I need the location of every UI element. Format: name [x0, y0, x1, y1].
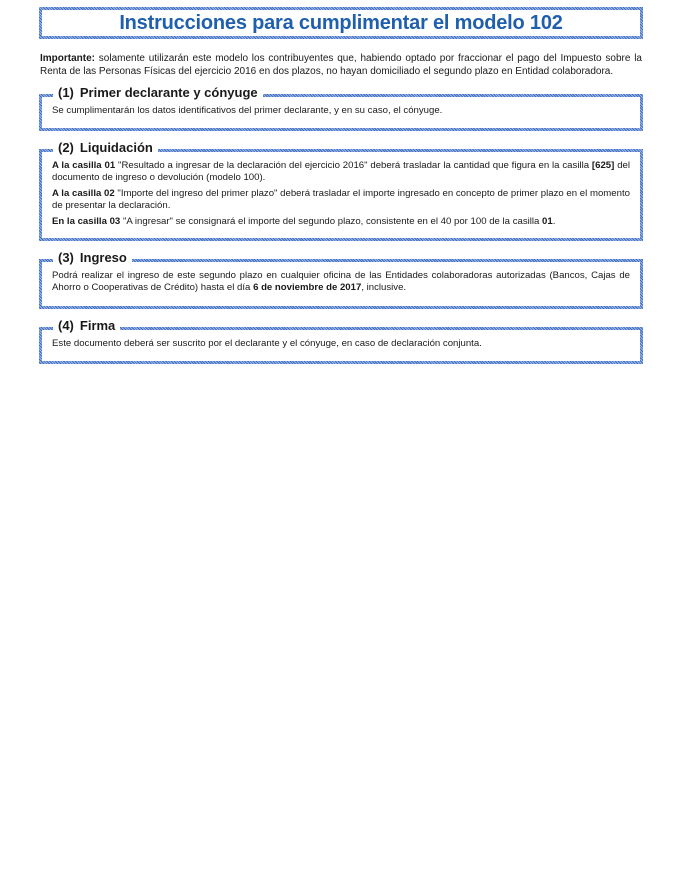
- section-title: Firma: [79, 318, 116, 333]
- section-heading: [53, 140, 158, 156]
- section-paragraph: [52, 188, 630, 212]
- section-body: [42, 262, 640, 306]
- section-title: Ingreso: [79, 250, 127, 265]
- section-title: Primer declarante y cónyuge: [79, 85, 258, 100]
- paragraph-tail: .: [552, 216, 556, 227]
- paragraph-text: "Importe del ingreso del primer plazo" deberá trasladar el importe ingresado en concepto de primer plazo en el momento de presentar la declaración.: [52, 188, 630, 211]
- section-heading: [53, 318, 120, 334]
- section-paragraph: [52, 216, 630, 228]
- paragraph-tail: del documento de ingreso o devolución (modelo 100).: [52, 160, 630, 183]
- section-firma: [39, 318, 643, 364]
- section-number: (1): [58, 85, 74, 100]
- section-number: (4): [58, 318, 74, 333]
- section-ingreso: [39, 250, 643, 309]
- paragraph-text: Este documento deberá ser suscrito por el declarante y el cónyuge, en caso de declaración conjunta.: [52, 338, 482, 349]
- section-title: Liquidación: [79, 140, 153, 155]
- paragraph-bold: [625]: [591, 160, 615, 171]
- paragraph-lead: A la casilla 02: [52, 188, 115, 199]
- paragraph-text: Podrá realizar el ingreso de este segundo plazo en cualquier oficina de las Entidades colaboradoras autorizadas (Bancos, Cajas de Ahorro o Cooperativas de Crédito) hasta el día: [52, 270, 630, 293]
- section-paragraph: [52, 105, 630, 117]
- intro-paragraph: [40, 52, 642, 78]
- section-primer-declarante: [39, 85, 643, 131]
- section-body: [42, 330, 640, 361]
- section-paragraph: [52, 338, 630, 350]
- section-number: (2): [58, 140, 74, 155]
- paragraph-text: "A ingresar" se consignará el importe del segundo plazo, consistente en el 40 por 100 de la casilla: [120, 216, 543, 227]
- section-number: (3): [58, 250, 74, 265]
- section-body: [42, 152, 640, 238]
- paragraph-text: Se cumplimentarán los datos identificativos del primer declarante, y en su caso, el cónyuge.: [52, 105, 443, 116]
- section-paragraph: [52, 270, 630, 294]
- section-heading: [53, 85, 263, 101]
- paragraph-bold: 01: [542, 216, 553, 227]
- intro-label: Importante:: [40, 53, 95, 64]
- paragraph-lead: A la casilla 01: [52, 160, 116, 171]
- paragraph-bold: 6 de noviembre de 2017: [253, 282, 362, 293]
- paragraph-text: "Resultado a ingresar de la declaración del ejercicio 2016" deberá trasladar la cantidad que figura en la casilla: [115, 160, 592, 171]
- title-frame: [39, 7, 643, 39]
- page-title: Instrucciones para cumplimentar el modelo 102: [119, 11, 563, 34]
- section-liquidacion: [39, 140, 643, 241]
- paragraph-lead: En la casilla 03: [52, 216, 121, 227]
- section-body: [42, 97, 640, 128]
- intro-text: solamente utilizarán este modelo los contribuyentes que, habiendo optado por fraccionar el pago del Impuesto sobre la Renta de las Personas Físicas del ejercicio 2016 en dos plazos, no hayan domiciliado el segundo plazo en Entidad colaboradora.: [40, 53, 642, 77]
- title-inner: [42, 10, 640, 36]
- section-paragraph: [52, 160, 630, 184]
- paragraph-tail: , inclusive.: [361, 282, 407, 293]
- section-heading: [53, 250, 132, 266]
